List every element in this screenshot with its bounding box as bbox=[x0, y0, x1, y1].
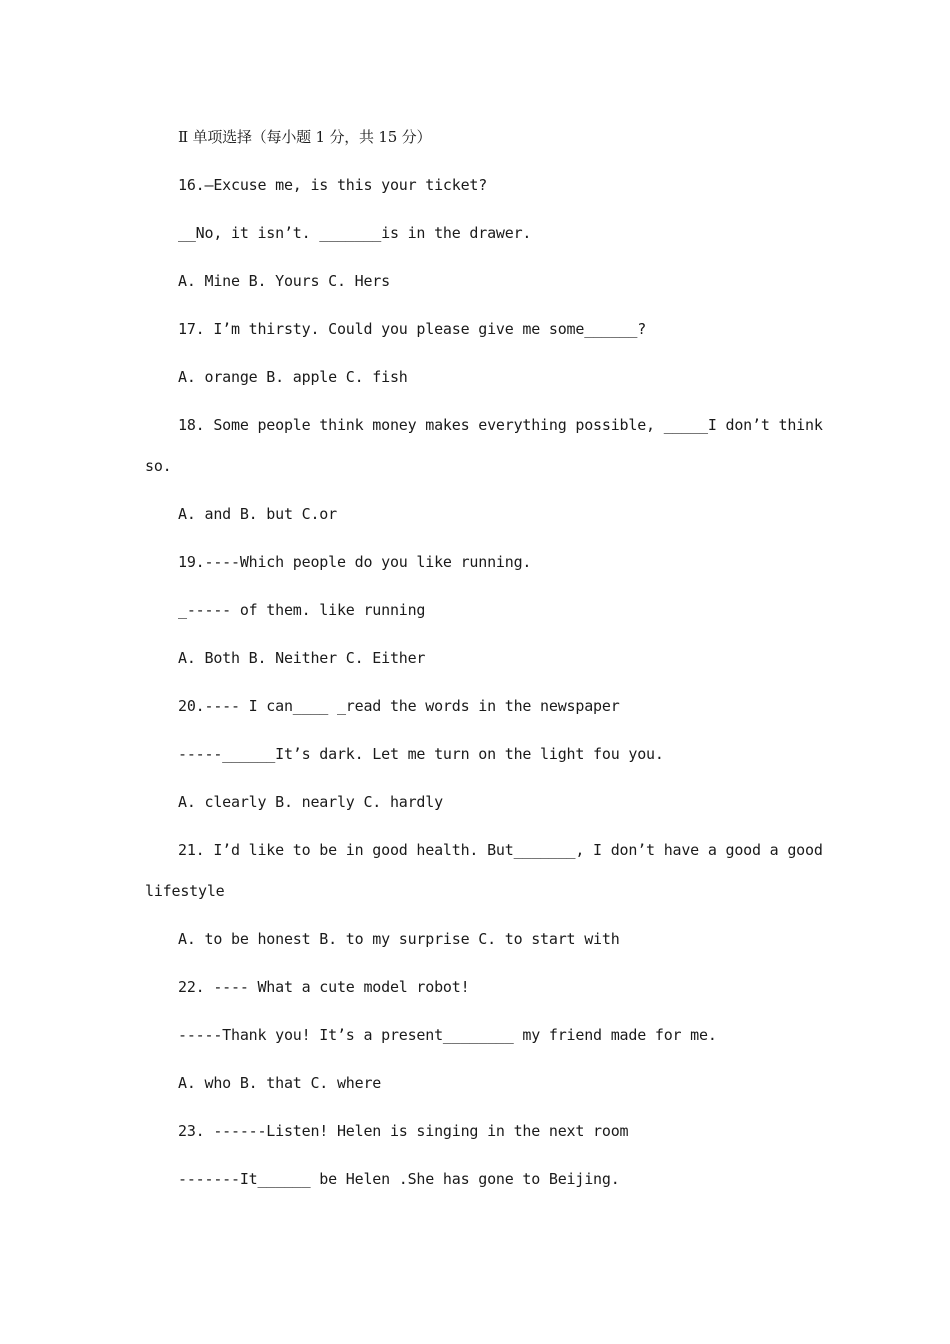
question-19-prompt: 19.----Which people do you like running. bbox=[178, 553, 532, 571]
question-21-prompt-continued: lifestyle bbox=[145, 882, 225, 900]
question-23-reply: -------It______ be Helen .She has gone to Beijing. bbox=[178, 1170, 620, 1188]
question-22-prompt: 22. ---- What a cute model robot! bbox=[178, 978, 470, 996]
question-17-options: A. orange B. apple C. fish bbox=[178, 368, 408, 386]
question-19-options: A. Both B. Neither C. Either bbox=[178, 649, 426, 667]
question-21-prompt: 21. I’d like to be in good health. But_______, I don’t have a good a good bbox=[178, 841, 823, 859]
question-16-reply: __No, it isn’t. _______is in the drawer. bbox=[178, 224, 532, 242]
question-16-prompt: 16.—Excuse me, is this your ticket? bbox=[178, 176, 488, 194]
question-20-prompt: 20.---- I can____ _read the words in the newspaper bbox=[178, 697, 620, 715]
question-18-prompt: 18. Some people think money makes everything possible, _____I don’t think bbox=[178, 416, 823, 434]
question-18-prompt-continued: so. bbox=[145, 457, 172, 475]
question-19-reply: _----- of them. like running bbox=[178, 601, 426, 619]
section-heading: Ⅱ 单项选择（每小题 1 分，共 15 分） bbox=[178, 128, 432, 146]
question-20-options: A. clearly B. nearly C. hardly bbox=[178, 793, 443, 811]
question-22-reply: -----Thank you! It’s a present________ my friend made for me. bbox=[178, 1026, 717, 1044]
question-22-options: A. who B. that C. where bbox=[178, 1074, 382, 1092]
question-20-reply: -----______It’s dark. Let me turn on the light fou you. bbox=[178, 745, 664, 763]
question-16-options: A. Mine B. Yours C. Hers bbox=[178, 272, 390, 290]
question-23-prompt: 23. ------Listen! Helen is singing in the next room bbox=[178, 1122, 629, 1140]
question-17-prompt: 17. I’m thirsty. Could you please give me some______? bbox=[178, 320, 647, 338]
question-21-options: A. to be honest B. to my surprise C. to start with bbox=[178, 930, 620, 948]
question-18-options: A. and B. but C.or bbox=[178, 505, 337, 523]
